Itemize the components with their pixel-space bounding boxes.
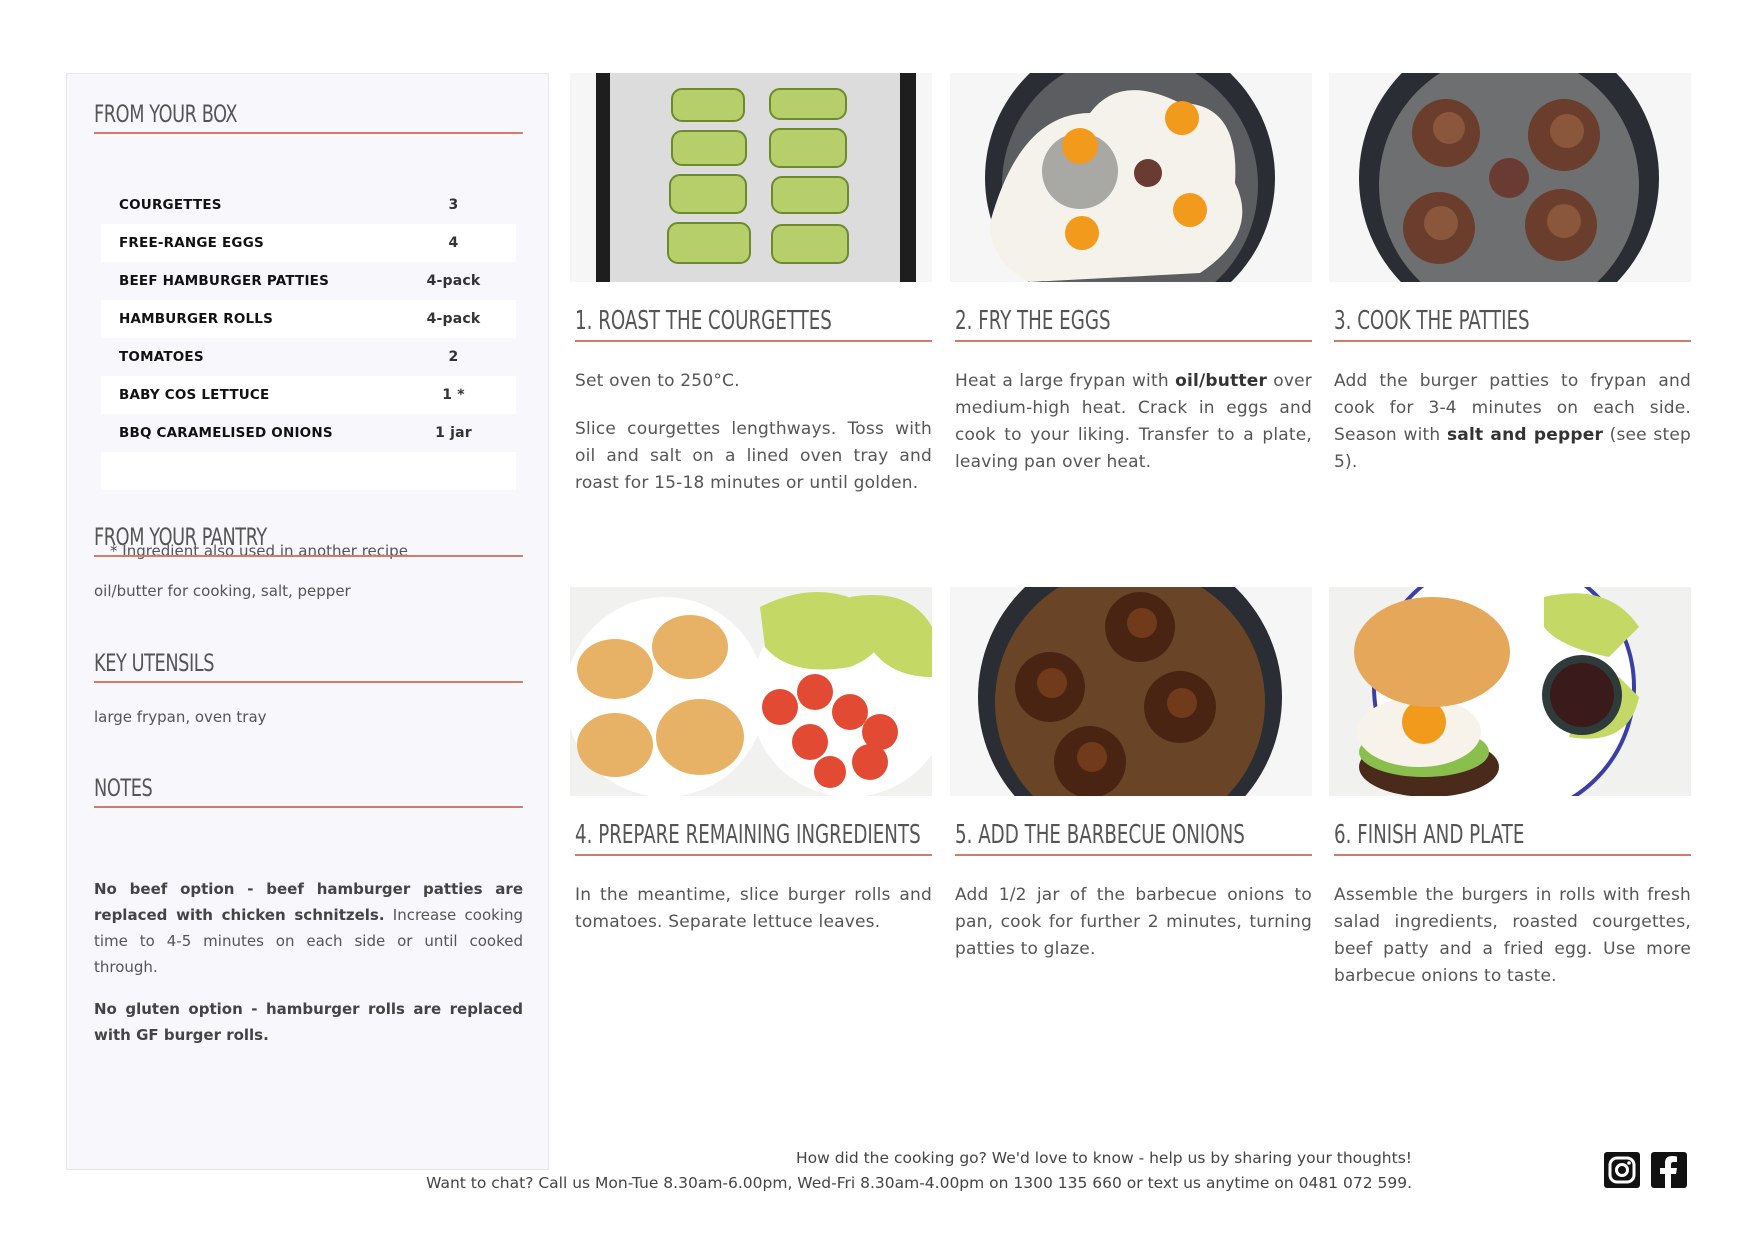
- ingredient-qty: 4-pack: [426, 273, 481, 289]
- table-row: [101, 414, 516, 452]
- step-3-para: Add the burger patties to frypan and cook for 3-4 minutes on each side. Season with salt and pepper (see step 5).: [1334, 371, 1691, 472]
- remaining-ingredients-photo: [570, 587, 932, 796]
- step-2-title: 2. FRY THE EGGS: [955, 306, 1312, 342]
- footer-feedback: [426, 1146, 1412, 1196]
- note-no-beef: [94, 876, 523, 980]
- step-2-para: Heat a large frypan with oil/butter over medium-high heat. Crack in eggs and cook to your liking. Transfer to a plate, leaving pan over heat.: [955, 371, 1312, 472]
- courgettes-photo: [570, 73, 932, 282]
- step-1-body: [575, 368, 932, 518]
- step-6-title: 6. FINISH AND PLATE: [1334, 820, 1691, 856]
- ingredient-qty: 4: [448, 235, 459, 251]
- note-no-gluten-bold: No gluten option - hamburger rolls are replaced with GF burger rolls.: [94, 1000, 523, 1044]
- ingredients-sidebar: [66, 73, 549, 1170]
- table-row: [101, 300, 516, 338]
- key-utensils-title: KEY UTENSILS: [94, 649, 523, 683]
- ingredient-name: BEEF HAMBURGER PATTIES: [119, 273, 330, 289]
- table-row: [101, 376, 516, 414]
- ingredient-name: FREE-RANGE EGGS: [119, 235, 264, 251]
- step-5-body: [955, 882, 1312, 984]
- from-your-box-title: FROM YOUR BOX: [94, 100, 523, 134]
- patties-photo: [1329, 73, 1691, 282]
- utensils-text: large frypan, oven tray: [94, 708, 267, 726]
- table-row: [101, 338, 516, 376]
- step-3-body: [1334, 368, 1691, 497]
- ingredient-qty: 1 jar: [435, 425, 472, 441]
- ingredient-name: COURGETTES: [119, 197, 222, 213]
- ingredient-name: HAMBURGER ROLLS: [119, 311, 274, 327]
- pantry-text: oil/butter for cooking, salt, pepper: [94, 582, 351, 600]
- ingredient-name: BBQ CARAMELISED ONIONS: [119, 425, 333, 441]
- step-1-para-2: Slice courgettes lengthways. Toss with oil and salt on a lined oven tray and roast for 15-18 minutes or until golden.: [575, 419, 932, 493]
- step-1-para-1: Set oven to 250°C.: [575, 371, 740, 391]
- step-6-body: [1334, 882, 1691, 1011]
- table-row: [101, 186, 516, 224]
- facebook-icon[interactable]: [1651, 1152, 1687, 1188]
- ingredient-name: BABY COS LETTUCE: [119, 387, 270, 403]
- finished-burger-photo: [1329, 587, 1691, 796]
- step-5-para: Add 1/2 jar of the barbecue onions to pan, cook for further 2 minutes, turning patties to glaze.: [955, 885, 1312, 959]
- step-4-title: 4. PREPARE REMAINING INGREDIENTS: [575, 820, 932, 856]
- instagram-icon[interactable]: [1604, 1152, 1640, 1188]
- table-row: [101, 262, 516, 300]
- from-your-pantry-title: FROM YOUR PANTRY: [94, 523, 523, 557]
- step-3-title: 3. COOK THE PATTIES: [1334, 306, 1691, 342]
- barbecue-onions-photo: [950, 587, 1312, 796]
- step-6-para: Assemble the burgers in rolls with fresh salad ingredients, roasted courgettes, beef patty and a fried egg. Use more barbecue onions to taste.: [1334, 885, 1691, 986]
- note-no-gluten: [94, 996, 523, 1048]
- ingredient-qty: 1 *: [442, 387, 465, 403]
- ingredients-table: [101, 186, 516, 490]
- step-4-body: [575, 882, 932, 957]
- ingredient-name: TOMATOES: [119, 349, 204, 365]
- table-row: [101, 452, 516, 490]
- step-2-body: [955, 368, 1312, 497]
- step-1-title: 1. ROAST THE COURGETTES: [575, 306, 932, 342]
- notes-title: NOTES: [94, 774, 523, 808]
- ingredient-footnote: * Ingredient also used in another recipe: [110, 542, 408, 560]
- ingredient-qty: 2: [448, 349, 459, 365]
- footer-line-1: How did the cooking go? We'd love to know - help us by sharing your thoughts!: [795, 1149, 1412, 1167]
- ingredient-qty: 4-pack: [426, 311, 481, 327]
- step-5-title: 5. ADD THE BARBECUE ONIONS: [955, 820, 1312, 856]
- footer-line-2: Want to chat? Call us Mon-Tue 8.30am-6.00pm, Wed-Fri 8.30am-4.00pm on 1300 135 660 or text us anytime on 0481 072 599.: [426, 1174, 1412, 1192]
- table-row: [101, 224, 516, 262]
- ingredient-qty: 3: [448, 197, 459, 213]
- notes-body: [94, 876, 523, 1064]
- step-4-para: In the meantime, slice burger rolls and tomatoes. Separate lettuce leaves.: [575, 885, 932, 932]
- note-no-beef-rest: Increase cooking time to 4-5 minutes on each side or until cooked through.: [94, 906, 523, 976]
- note-no-beef-bold: No beef option - beef hamburger patties are replaced with chicken schnitzels.: [94, 880, 523, 924]
- eggs-photo: [950, 73, 1312, 282]
